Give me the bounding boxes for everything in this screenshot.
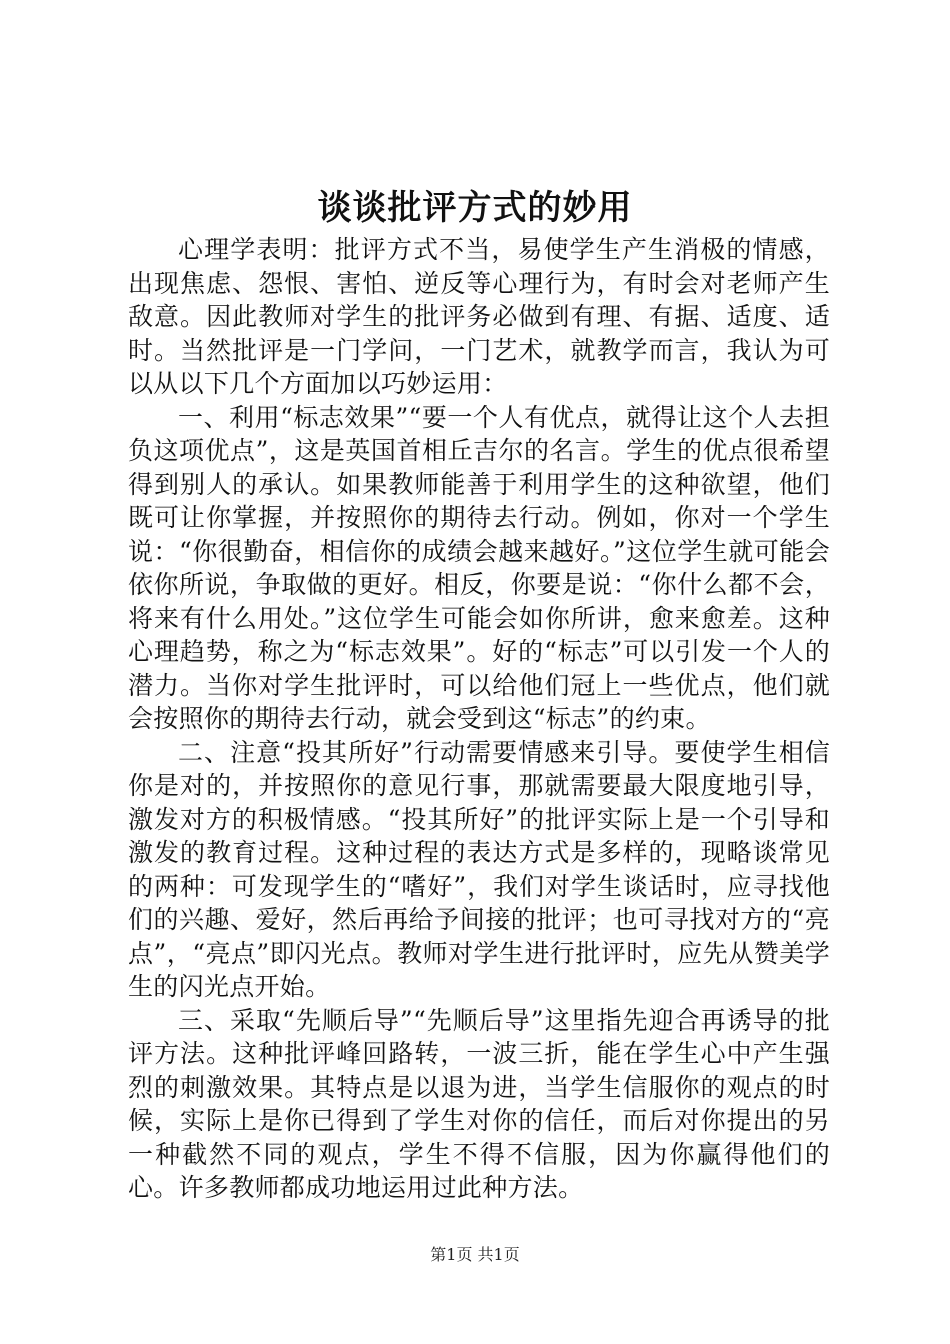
paragraph-section-1: 一、利用“标志效果”“要一个人有优点，就得让这个人去担负这项优点”，这是英国首相丘吉尔的名言。学生的优点很希望得到别人的承认。如果教师能善于利用学生的这种欲望，他们既可让你掌握，并按照你的期待去行动。例如，你对一个学生说：“你很勤奋，相信你的成绩会越来越好。”这位学生就可能会依你所说，争取做的更好。相反，你要是说：“你什么都不会，将来有什么用处。”这位学生可能会如你所讲，愈来愈差。这种心理趋势，称之为“标志效果”。好的“标志”可以引发一个人的潜力。当你对学生批评时，可以给他们冠上一些优点，他们就会按照你的期待去行动，就会受到这“标志”的约束。 xyxy=(128,402,830,733)
document-title: 谈谈批评方式的妙用 xyxy=(317,188,633,228)
paragraph-intro: 心理学表明：批评方式不当，易使学生产生消极的情感，出现焦虑、怨恨、害怕、逆反等心理行为，有时会对老师产生敌意。因此教师对学生的批评务必做到有理、有据、适度、适时。当然批评是一门学问，一门艺术，就教学而言，我认为可以从以下几个方面加以巧妙运用： xyxy=(128,235,830,398)
document-body xyxy=(128,233,830,1205)
page-number-footer: 第1页 共1页 xyxy=(430,1245,520,1264)
paragraph-section-3: 三、采取“先顺后导”“先顺后导”这里指先迎合再诱导的批评方法。这种批评峰回路转，一波三折，能在学生心中产生强烈的刺激效果。其特点是以退为进，当学生信服你的观点的时候，实际上是你已得到了学生对你的信任，而后对你提出的另一种截然不同的观点，学生不得不信服，因为你赢得他们的心。许多教师都成功地运用过此种方法。 xyxy=(128,1005,830,1202)
paragraph-section-2: 二、注意“投其所好”行动需要情感来引导。要使学生相信你是对的，并按照你的意见行事，那就需要最大限度地引导，激发对方的积极情感。“投其所好”的批评实际上是一个引导和激发的教育过程。这种过程的表达方式是多样的，现略谈常见的两种：可发现学生的“嗜好”，我们对学生谈话时，应寻找他们的兴趣、爱好，然后再给予间接的批评；也可寻找对方的“亮点”，“亮点”即闪光点。教师对学生进行批评时，应先从赞美学生的闪光点开始。 xyxy=(128,737,830,1001)
